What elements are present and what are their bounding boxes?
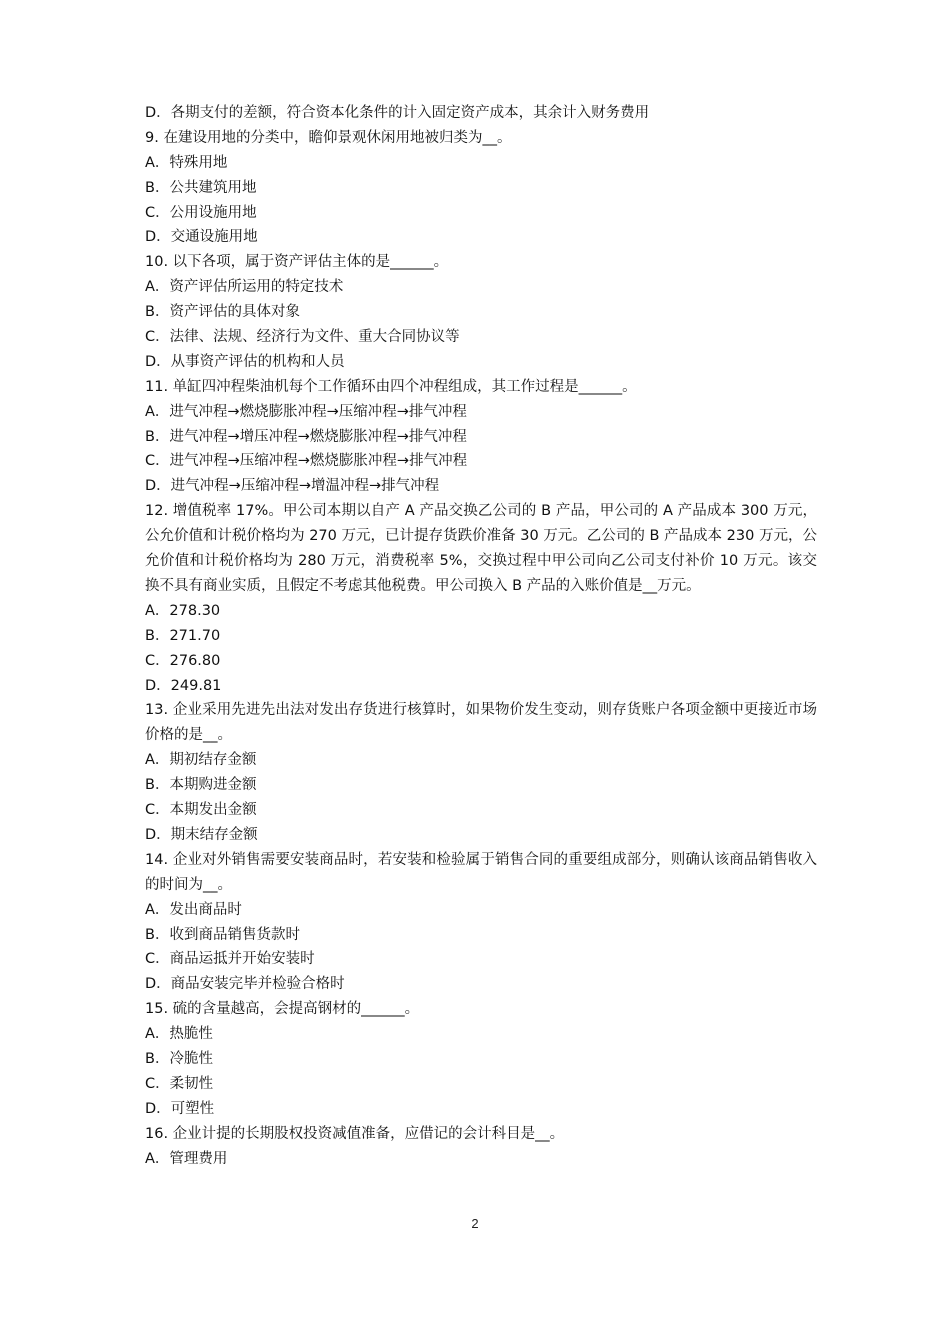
page-number: 2 (471, 1216, 479, 1231)
option-line: D．期末结存金额 (145, 826, 258, 843)
option-line: B．资产评估的具体对象 (145, 304, 300, 321)
option-line: B．进气冲程→增压冲程→燃烧膨胀冲程→排气冲程 (145, 428, 467, 445)
option-line: D．249.81 (145, 677, 222, 694)
option-line: C．进气冲程→压缩冲程→燃烧膨胀冲程→排气冲程 (145, 453, 468, 470)
option-line: B．冷脆性 (145, 1050, 213, 1067)
option-line: C．法律、法规、经济行为文件、重大合同协议等 (145, 329, 460, 346)
option-line: A．发出商品时 (145, 901, 242, 918)
option-line: C．276.80 (145, 652, 221, 669)
option-line: C．柔韧性 (145, 1075, 214, 1092)
question-line: 16. 企业计提的长期股权投资减值准备，应借记的会计科目是__。 (145, 1125, 565, 1142)
question-line: 9. 在建设用地的分类中，瞻仰景观休闲用地被归类为__。 (145, 129, 512, 146)
question-paragraph: 13. 企业采用先进先出法对发出存货进行核算时，如果物价发生变动，则存货账户各项金额中更接近市场价格的是__。 (145, 702, 817, 744)
option-line: D．可塑性 (145, 1100, 215, 1117)
option-line: A．资产评估所运用的特定技术 (145, 279, 344, 296)
option-line: B．本期购进金额 (145, 777, 257, 794)
option-line: D．从事资产评估的机构和人员 (145, 353, 345, 370)
question-line: 10. 以下各项，属于资产评估主体的是______。 (145, 254, 449, 271)
option-line: A．进气冲程→燃烧膨胀冲程→压缩冲程→排气冲程 (145, 403, 467, 420)
question-paragraph: 14. 企业对外销售需要安装商品时，若安装和检验属于销售合同的重要组成部分，则确认该商品销售收入的时间为__。 (145, 851, 817, 893)
option-line: C．商品运抵并开始安装时 (145, 951, 315, 968)
option-line: C．本期发出金额 (145, 802, 257, 819)
option-line: C．公用设施用地 (145, 204, 257, 221)
option-line: A．期初结存金额 (145, 752, 257, 769)
option-line: D．交通设施用地 (145, 229, 258, 246)
option-line: A．管理费用 (145, 1150, 228, 1167)
option-line: D．进气冲程→压缩冲程→增温冲程→排气冲程 (145, 478, 440, 495)
question-line: 11. 单缸四冲程柴油机每个工作循环由四个冲程组成，其工作过程是______。 (145, 378, 637, 395)
option-line: A．热脆性 (145, 1026, 213, 1043)
option-line: B．271.70 (145, 627, 221, 644)
option-line: B．公共建筑用地 (145, 179, 257, 196)
document-body (145, 101, 817, 1171)
option-line: D．商品安装完毕并检验合格时 (145, 976, 345, 993)
option-line: A．278.30 (145, 602, 221, 619)
question-line: 15. 硫的含量越高，会提高钢材的______。 (145, 1001, 420, 1018)
question-paragraph: 12. 增值税率 17%。甲公司本期以自产 A 产品交换乙公司的 B 产品，甲公司的 A 产品成本 300 万元，公允价值和计税价格均为 270 万元，已计提存货跌价准备 30 万元。乙公司的 B 产品成本 230 万元，公允价值和计税价格均为 280 万元，消费税率 5%，交换过程中甲公司向乙公司支付补价 10 万元。该交换不具有商业实质，且假定不考虑其他税费。甲公司换入 B 产品的入账价值是__万元。 (145, 503, 817, 594)
option-line: B．收到商品销售货款时 (145, 926, 300, 943)
option-line: A．特殊用地 (145, 154, 228, 171)
option-line: D．各期支付的差额，符合资本化条件的计入固定资产成本，其余计入财务费用 (145, 105, 650, 121)
